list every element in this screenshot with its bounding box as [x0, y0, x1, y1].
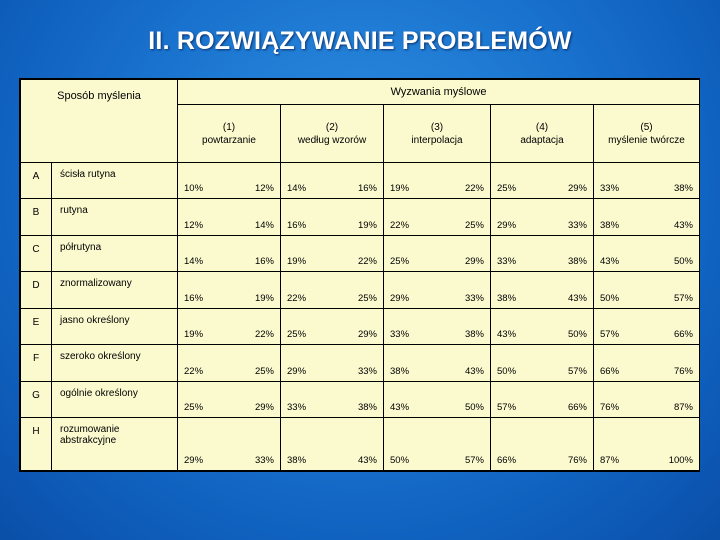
value-cell: 33%	[543, 199, 594, 235]
value-cell: 22%	[384, 199, 438, 235]
value-cell: 66%	[594, 345, 645, 381]
value-cell: 25%	[438, 199, 491, 235]
value-cell: 22%	[332, 235, 384, 271]
row-letter: G	[21, 381, 52, 417]
value-cell: 33%	[594, 163, 645, 199]
value-cell: 29%	[438, 235, 491, 271]
value-cell: 29%	[384, 272, 438, 308]
column-header	[491, 105, 594, 163]
table-row	[21, 418, 700, 471]
column-number: (1)	[222, 121, 236, 133]
row-letter: D	[21, 272, 52, 308]
value-cell: 33%	[332, 345, 384, 381]
table-row	[21, 235, 700, 271]
value-cell: 29%	[230, 381, 281, 417]
row-label: ogólnie określony	[52, 381, 178, 417]
column-header	[384, 105, 491, 163]
row-label: półrutyna	[52, 235, 178, 271]
header-row-top	[21, 80, 700, 105]
value-cell: 38%	[645, 163, 700, 199]
value-cell: 33%	[491, 235, 543, 271]
value-cell: 76%	[645, 345, 700, 381]
value-cell: 87%	[594, 418, 645, 471]
column-number: (5)	[640, 121, 653, 133]
table-row	[21, 308, 700, 344]
value-cell: 19%	[230, 272, 281, 308]
value-cell: 25%	[491, 163, 543, 199]
value-cell: 33%	[384, 308, 438, 344]
value-cell: 100%	[645, 418, 700, 471]
value-cell: 43%	[594, 235, 645, 271]
value-cell: 76%	[543, 418, 594, 471]
row-letter: H	[21, 418, 52, 471]
value-cell: 16%	[281, 199, 332, 235]
value-cell: 14%	[230, 199, 281, 235]
column-header	[178, 105, 281, 163]
table-row	[21, 199, 700, 235]
value-cell: 87%	[645, 381, 700, 417]
value-cell: 50%	[645, 235, 700, 271]
column-name: interpolacja	[411, 134, 463, 146]
row-label: rutyna	[52, 199, 178, 235]
value-cell: 66%	[543, 381, 594, 417]
row-label: znormalizowany	[52, 272, 178, 308]
row-letter: E	[21, 308, 52, 344]
value-cell: 50%	[543, 308, 594, 344]
value-cell: 43%	[332, 418, 384, 471]
value-cell: 29%	[281, 345, 332, 381]
value-cell: 38%	[332, 381, 384, 417]
value-cell: 29%	[543, 163, 594, 199]
table-row	[21, 272, 700, 308]
column-number: (4)	[535, 121, 549, 133]
value-cell: 43%	[438, 345, 491, 381]
value-cell: 29%	[178, 418, 230, 471]
value-cell: 33%	[281, 381, 332, 417]
value-cell: 16%	[178, 272, 230, 308]
value-cell: 10%	[178, 163, 230, 199]
value-cell: 33%	[230, 418, 281, 471]
value-cell: 50%	[438, 381, 491, 417]
value-cell: 38%	[491, 272, 543, 308]
value-cell: 29%	[332, 308, 384, 344]
value-cell: 43%	[491, 308, 543, 344]
value-cell: 43%	[384, 381, 438, 417]
value-cell: 57%	[594, 308, 645, 344]
column-header	[594, 105, 700, 163]
value-cell: 76%	[594, 381, 645, 417]
value-cell: 25%	[230, 345, 281, 381]
row-label: jasno określony	[52, 308, 178, 344]
value-cell: 14%	[178, 235, 230, 271]
table-row	[21, 381, 700, 417]
value-cell: 57%	[645, 272, 700, 308]
value-cell: 19%	[384, 163, 438, 199]
column-name: powtarzanie	[202, 134, 256, 146]
value-cell: 19%	[178, 308, 230, 344]
row-label: ścisła rutyna	[52, 163, 178, 199]
value-cell: 29%	[491, 199, 543, 235]
table-row	[21, 163, 700, 199]
value-cell: 25%	[281, 308, 332, 344]
value-cell: 25%	[178, 381, 230, 417]
column-name: adaptacja	[520, 134, 564, 146]
value-cell: 22%	[230, 308, 281, 344]
corner-header: Sposób myślenia	[21, 80, 178, 163]
value-cell: 57%	[438, 418, 491, 471]
value-cell: 14%	[281, 163, 332, 199]
row-label: rozumowanie abstrakcyjne	[52, 418, 178, 471]
value-cell: 19%	[332, 199, 384, 235]
slide-title: II. ROZWIĄZYWANIE PROBLEMÓW	[148, 27, 572, 55]
value-cell: 50%	[491, 345, 543, 381]
column-number: (2)	[325, 121, 339, 133]
row-letter: A	[21, 163, 52, 199]
table-row	[21, 345, 700, 381]
value-cell: 25%	[332, 272, 384, 308]
value-cell: 50%	[594, 272, 645, 308]
column-header	[281, 105, 384, 163]
value-cell: 12%	[230, 163, 281, 199]
row-letter: F	[21, 345, 52, 381]
value-cell: 33%	[438, 272, 491, 308]
value-cell: 66%	[645, 308, 700, 344]
value-cell: 43%	[645, 199, 700, 235]
value-cell: 19%	[281, 235, 332, 271]
value-cell: 38%	[281, 418, 332, 471]
column-number: (3)	[430, 121, 444, 133]
value-cell: 22%	[438, 163, 491, 199]
value-cell: 38%	[384, 345, 438, 381]
value-cell: 57%	[543, 345, 594, 381]
evaluation-table	[19, 78, 700, 472]
value-cell: 38%	[594, 199, 645, 235]
value-cell: 38%	[438, 308, 491, 344]
value-cell: 22%	[178, 345, 230, 381]
value-cell: 12%	[178, 199, 230, 235]
value-cell: 22%	[281, 272, 332, 308]
top-header: Wyzwania myślowe	[178, 80, 700, 105]
row-letter: C	[21, 235, 52, 271]
value-cell: 43%	[543, 272, 594, 308]
value-cell: 66%	[491, 418, 543, 471]
value-cell: 16%	[230, 235, 281, 271]
value-cell: 57%	[491, 381, 543, 417]
row-label: szeroko określony	[52, 345, 178, 381]
value-cell: 50%	[384, 418, 438, 471]
value-cell: 25%	[384, 235, 438, 271]
column-name: myślenie twórcze	[608, 134, 685, 146]
column-name: według wzorów	[297, 134, 367, 146]
value-cell: 38%	[543, 235, 594, 271]
value-cell: 16%	[332, 163, 384, 199]
row-letter: B	[21, 199, 52, 235]
